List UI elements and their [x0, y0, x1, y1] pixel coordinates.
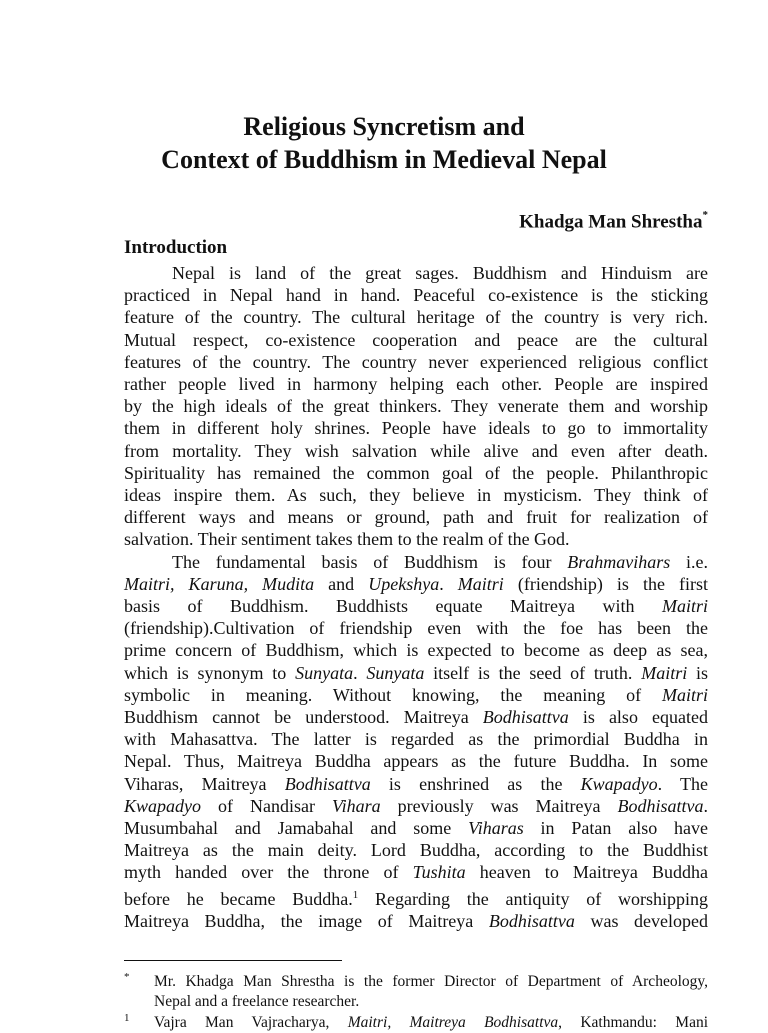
p1-line: Mutual respect, co-existence cooperation and peace are the cultural — [124, 329, 708, 350]
paragraph-1 — [124, 262, 708, 551]
p2-line: prime concern of Buddhism, which is expected to become as deep as sea, — [124, 640, 708, 661]
p1-line: from mortality. They wish salvation while alive and even after death. — [124, 440, 708, 461]
p2-line: (friendship).Cultivation of friendship even with the foe has been the — [124, 618, 708, 639]
paragraph-2 — [124, 551, 708, 932]
p2-line: Maitreya as the main deity. Lord Buddha, according to the Buddhist — [124, 840, 708, 861]
p1-line: Spirituality has remained the common goal of the people. Philanthropic — [124, 462, 708, 483]
author-footnote-mark: * — [702, 209, 708, 221]
p2-line: symbolic in meaning. Without knowing, the meaning of Maitri — [124, 684, 708, 705]
p2-line: Musumbahal and Jamabahal and some Viharas in Patan also have — [124, 818, 708, 839]
p1-line: salvation. Their sentiment takes them to the realm of the God. — [124, 529, 570, 550]
p2-line: myth handed over the throne of Tushita heaven to Maitreya Buddha — [124, 862, 708, 883]
footnote-text: Vajra Man Vajracharya, Maitri, Maitreya Bodhisattva, Kathmandu: Mani — [154, 1014, 709, 1031]
p1-line: features of the country. The country never experienced religious conflict — [124, 351, 708, 372]
p2-line: Maitri, Karuna, Mudita and Upekshya. Maitri (friendship) is the first — [124, 573, 708, 594]
p1-line: practiced in Nepal hand in hand. Peaceful co-existence is the sticking — [124, 285, 708, 306]
p2-line: Buddhism cannot be understood. Maitreya Bodhisattva is also equated — [124, 707, 708, 728]
p2-line: Nepal. Thus, Maitreya Buddha appears as the future Buddha. In some — [124, 751, 708, 772]
author-byline — [519, 211, 708, 233]
p1-line: rather people lived in harmony helping each other. People are inspired — [124, 374, 708, 395]
p1-line: different ways and means or ground, path and fruit for realization of — [124, 507, 708, 528]
footnote-ref-1: 1 — [352, 888, 359, 901]
footnote-1 — [124, 1013, 708, 1033]
title-line-1: Religious Syncretism and — [243, 112, 525, 141]
footnote-author — [124, 972, 708, 1012]
footnote-text: Nepal and a freelance researcher. — [154, 993, 360, 1010]
p2-line: before he became Buddha.$^1$ Regarding the antiquity of worshipping — [124, 888, 708, 909]
footnote-rule — [124, 960, 342, 961]
p2-line: The fundamental basis of Buddhism is four Brahmavihars i.e. — [172, 551, 708, 572]
p2-line: Maitreya Buddha, the image of Maitreya Bodhisattva was developed — [124, 910, 708, 931]
author-name: Khadga Man Shrestha — [519, 211, 703, 233]
p2-line: which is synonym to Sunyata. Sunyata itself is the seed of truth. Maitri is — [124, 662, 708, 683]
p2-line: Viharas, Maitreya Bodhisattva is enshrined as the Kwapadyo. The — [124, 773, 708, 794]
p1-line: by the high ideals of the great thinkers. They venerate them and worship — [124, 396, 708, 417]
p2-line: Kwapadyo of Nandisar Vihara previously was Maitreya Bodhisattva. — [124, 795, 708, 816]
paper-title — [0, 110, 768, 176]
p1-line: Nepal is land of the great sages. Buddhism and Hinduism are — [172, 263, 708, 283]
p1-line: feature of the country. The cultural heritage of the country is very rich. — [124, 307, 708, 328]
p2-line: basis of Buddhism. Buddhists equate Maitreya with Maitri — [124, 596, 708, 617]
p2-line: with Mahasattva. The latter is regarded as the primordial Buddha in — [124, 729, 708, 750]
p1-line: ideas inspire them. As such, they believe in mysticism. They think of — [124, 485, 708, 506]
section-heading: Introduction — [124, 237, 228, 258]
body-text — [124, 262, 708, 932]
footnote-1-mark: 1 — [124, 1012, 130, 1024]
p1-line: them in different holy shrines. People have ideals to go to immortality — [124, 418, 708, 439]
footnote-star-mark: * — [124, 971, 130, 983]
footnote-text: Mr. Khadga Man Shrestha is the former Director of Department of Archeology, — [154, 973, 708, 990]
title-line-2: Context of Buddhism in Medieval Nepal — [161, 145, 607, 174]
